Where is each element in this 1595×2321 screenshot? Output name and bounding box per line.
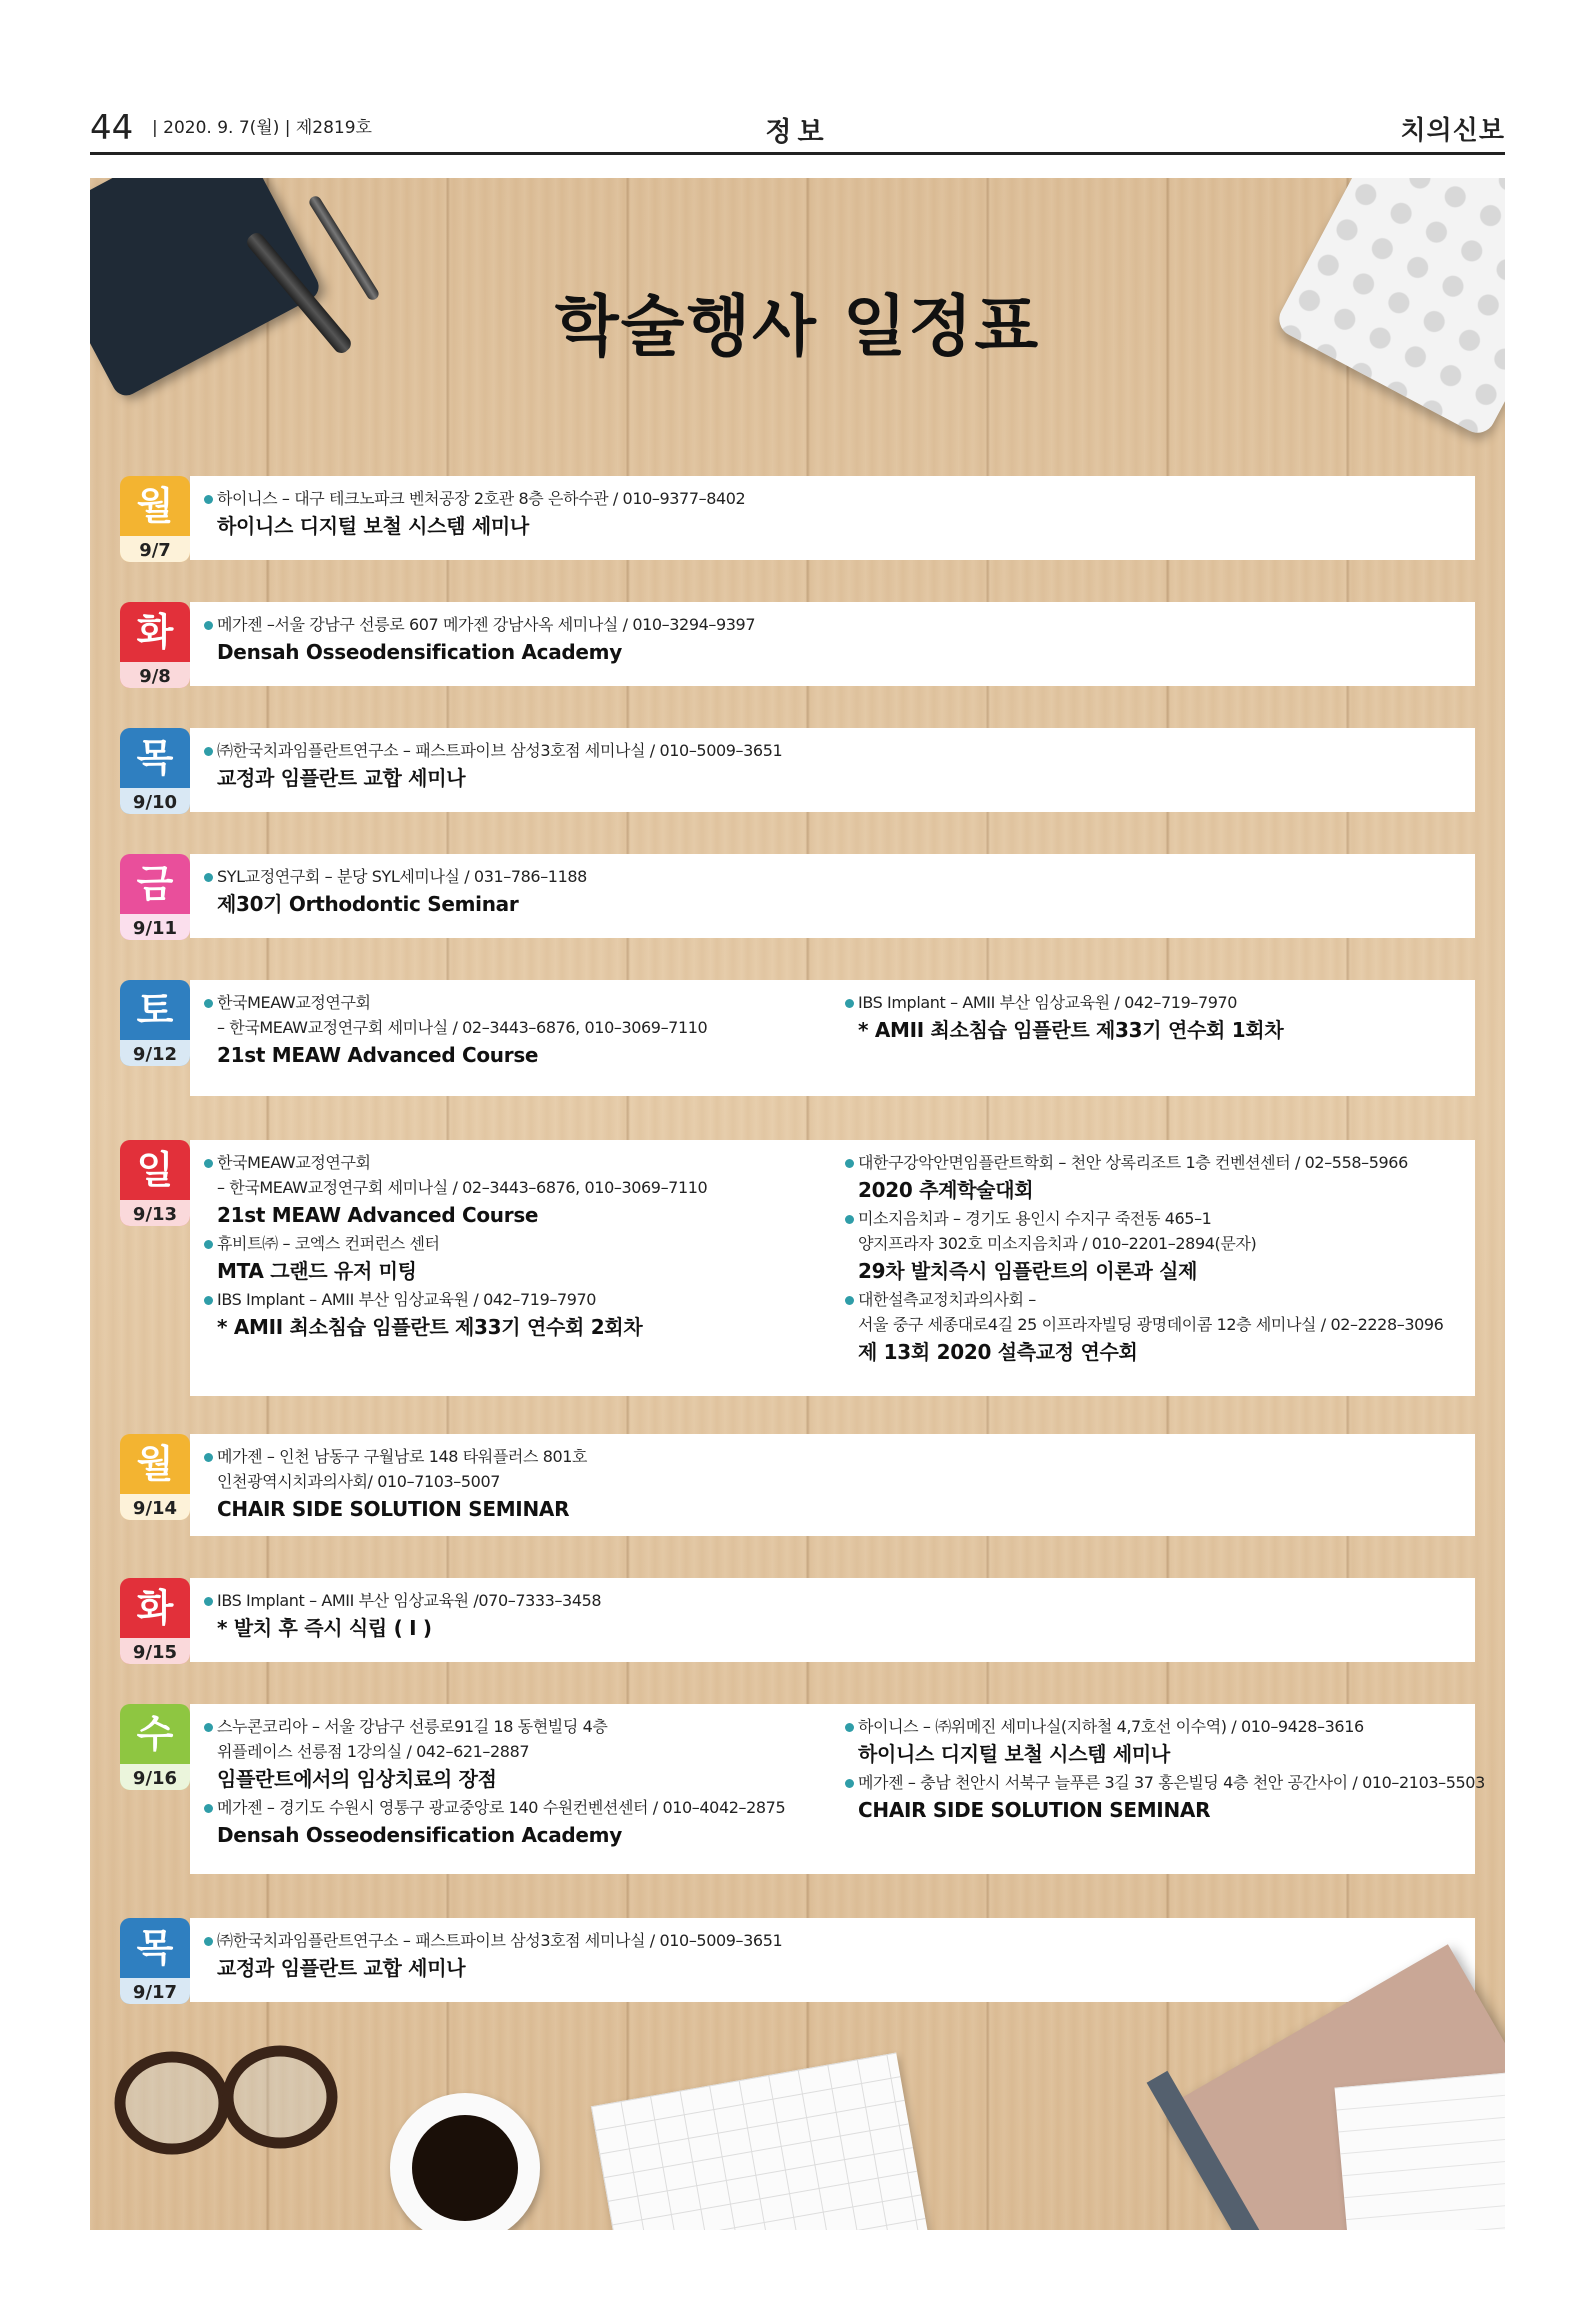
schedule-row: [90, 854, 1505, 940]
date-label: 9/12: [120, 1040, 190, 1066]
day-label: 월: [136, 1442, 174, 1486]
event-location: 스누콘코리아 – 서울 강남구 선릉로91길 18 동현빌딩 4층: [204, 1714, 834, 1739]
event-location: 메가젠 – 경기도 수원시 영통구 광교중앙로 140 수원컨벤션센터 / 010–4042–2875: [204, 1795, 834, 1820]
event-title: * AMII 최소침습 임플란트 제33기 연수회 2회차: [217, 1315, 643, 1339]
day-label: 목: [136, 1926, 174, 1970]
event-card: [190, 980, 1475, 1096]
glasses-decoration: [110, 2033, 350, 2163]
event-card: [190, 1578, 1475, 1662]
planner-decoration: [591, 2053, 929, 2230]
event-card: [190, 1140, 1475, 1396]
event-title: * AMII 최소침습 임플란트 제33기 연수회 1회차: [858, 1018, 1284, 1042]
event-card: [190, 1704, 1485, 1874]
date-label: 9/10: [120, 788, 190, 814]
event-location: 메가젠 –서울 강남구 선릉로 607 메가젠 강남사옥 세미나실 / 010–3294–9397: [204, 612, 834, 637]
event-card: [190, 1918, 1475, 2002]
event-location: 대한구강악안면임플란트학회 – 천안 상록리조트 1층 컨벤션센터 / 02–558–5966: [845, 1150, 1475, 1175]
event-title: 21st MEAW Advanced Course: [217, 1043, 539, 1067]
day-badge: [120, 728, 190, 814]
date-label: 9/15: [120, 1638, 190, 1664]
event-title: 교정과 임플란트 교합 세미나: [217, 1956, 466, 1980]
event-location: 한국MEAW교정연구회: [204, 990, 834, 1015]
event-title: 2020 추계학술대회: [858, 1178, 1034, 1202]
event-title: MTA 그랜드 유저 미팅: [217, 1259, 417, 1283]
schedule-row: [90, 1704, 1505, 1876]
event-location-detail: 서울 중구 세종대로4길 25 이프라자빌딩 광명데이콤 12층 세미나실 / 02–2228–3096: [858, 1315, 1444, 1334]
day-label: 월: [136, 484, 174, 528]
event-location: 하이니스 – 대구 테크노파크 벤처공장 2호관 8층 은하수관 / 010–9377–8402: [204, 486, 834, 511]
event-title: 하이니스 디지털 보철 시스템 세미나: [217, 514, 529, 538]
date-label: 9/11: [120, 914, 190, 940]
event-location: IBS Implant – AMII 부산 임상교육원 / 042–719–7970: [845, 990, 1475, 1015]
event-location: SYL교정연구회 – 분당 SYL세미나실 / 031–786–1188: [204, 864, 834, 889]
day-label: 화: [136, 1586, 174, 1630]
event-location: 하이니스 – ㈜위메진 세미나실(지하철 4,7호선 이수역) / 010–9428–3616: [845, 1714, 1475, 1739]
page-title: 학술행사 일정표: [554, 288, 1041, 365]
event-title: 하이니스 디지털 보철 시스템 세미나: [858, 1742, 1170, 1766]
event-location: 대한설측교정치과의사회 –: [845, 1287, 1475, 1312]
event-card: [190, 728, 1475, 812]
day-label: 일: [136, 1148, 174, 1192]
event-title: 제30기 Orthodontic Seminar: [217, 892, 519, 916]
event-card: [190, 476, 1475, 560]
event-title: Densah Osseodensification Academy: [217, 640, 622, 664]
schedule-row: [90, 602, 1505, 688]
event-location-detail: – 한국MEAW교정연구회 세미나실 / 02–3443–6876, 010–3069–7110: [217, 1178, 708, 1197]
event-card: [190, 854, 1475, 938]
page-header: [90, 108, 1505, 148]
event-location: 메가젠 – 인천 남동구 구월남로 148 타워플러스 801호: [204, 1444, 834, 1469]
event-location: 미소지음치과 – 경기도 용인시 수지구 죽전동 465–1: [845, 1206, 1475, 1231]
schedule-row: [90, 980, 1505, 1098]
issue-date: | 2020. 9. 7(월) | 제2819호: [152, 118, 372, 138]
event-location-detail: – 한국MEAW교정연구회 세미나실 / 02–3443–6876, 010–3069–7110: [217, 1018, 708, 1037]
day-badge: [120, 602, 190, 688]
event-title: * 발치 후 즉시 식립 ( I ): [217, 1616, 432, 1640]
day-badge: [120, 854, 190, 940]
date-label: 9/17: [120, 1978, 190, 2004]
event-title: 임플란트에서의 임상치료의 장점: [217, 1767, 497, 1791]
day-label: 금: [136, 862, 174, 906]
day-label: 토: [136, 988, 174, 1032]
schedule-row: [90, 728, 1505, 814]
event-location-detail: 위플레이스 선릉점 1강의실 / 042–621–2887: [217, 1742, 530, 1761]
event-title: 21st MEAW Advanced Course: [217, 1203, 539, 1227]
day-label: 목: [136, 736, 174, 780]
day-badge: [120, 1704, 190, 1790]
newspaper-name: 치의신보: [1400, 116, 1505, 146]
day-badge: [120, 980, 190, 1066]
date-label: 9/13: [120, 1200, 190, 1226]
event-location: 휴비트㈜ – 코엑스 컨퍼런스 센터: [204, 1231, 834, 1256]
day-badge: [120, 1578, 190, 1664]
wood-board: [90, 178, 1505, 2230]
event-location-detail: 인천광역시치과의사회/ 010–7103–5007: [217, 1472, 501, 1491]
event-location: 한국MEAW교정연구회: [204, 1150, 834, 1175]
day-label: 수: [136, 1712, 174, 1756]
event-title: CHAIR SIDE SOLUTION SEMINAR: [217, 1497, 570, 1521]
event-card: [190, 1434, 1475, 1536]
day-badge: [120, 476, 190, 562]
section-name: 정보: [765, 117, 830, 148]
day-badge: [120, 1434, 190, 1520]
coffee-decoration: [412, 2115, 518, 2221]
page-number: 44: [90, 108, 134, 148]
notepad-decoration: [1335, 2069, 1505, 2230]
date-label: 9/14: [120, 1494, 190, 1520]
event-card: [190, 602, 1475, 686]
event-location: 메가젠 – 충남 천안시 서북구 늘푸른 3길 37 홍은빌딩 4층 천안 공간사이 / 010–2103–5503: [845, 1770, 1475, 1795]
event-title: CHAIR SIDE SOLUTION SEMINAR: [858, 1798, 1211, 1822]
schedule-row: [90, 1918, 1505, 2004]
event-title: 29차 발치즉시 임플란트의 이론과 실제: [858, 1259, 1198, 1283]
header-rule: [90, 152, 1505, 155]
event-location: ㈜한국치과임플란트연구소 – 패스트파이브 삼성3호점 세미나실 / 010–5009–3651: [204, 738, 834, 763]
event-title: 교정과 임플란트 교합 세미나: [217, 766, 466, 790]
schedule-row: [90, 476, 1505, 562]
day-badge: [120, 1140, 190, 1226]
day-label: 화: [136, 610, 174, 654]
event-title: 제 13회 2020 설측교정 연수회: [858, 1340, 1138, 1364]
date-label: 9/16: [120, 1764, 190, 1790]
day-badge: [120, 1918, 190, 2004]
event-location: ㈜한국치과임플란트연구소 – 패스트파이브 삼성3호점 세미나실 / 010–5009–3651: [204, 1928, 834, 1953]
schedule-row: [90, 1434, 1505, 1538]
event-title: Densah Osseodensification Academy: [217, 1823, 622, 1847]
schedule-row: [90, 1578, 1505, 1664]
event-location: IBS Implant – AMII 부산 임상교육원 /070–7333–3458: [204, 1588, 834, 1613]
event-location: IBS Implant – AMII 부산 임상교육원 / 042–719–7970: [204, 1287, 834, 1312]
date-label: 9/7: [120, 536, 190, 562]
date-label: 9/8: [120, 662, 190, 688]
event-location-detail: 양지프라자 302호 미소지음치과 / 010–2201–2894(문자): [858, 1234, 1257, 1253]
schedule-row: [90, 1140, 1505, 1398]
